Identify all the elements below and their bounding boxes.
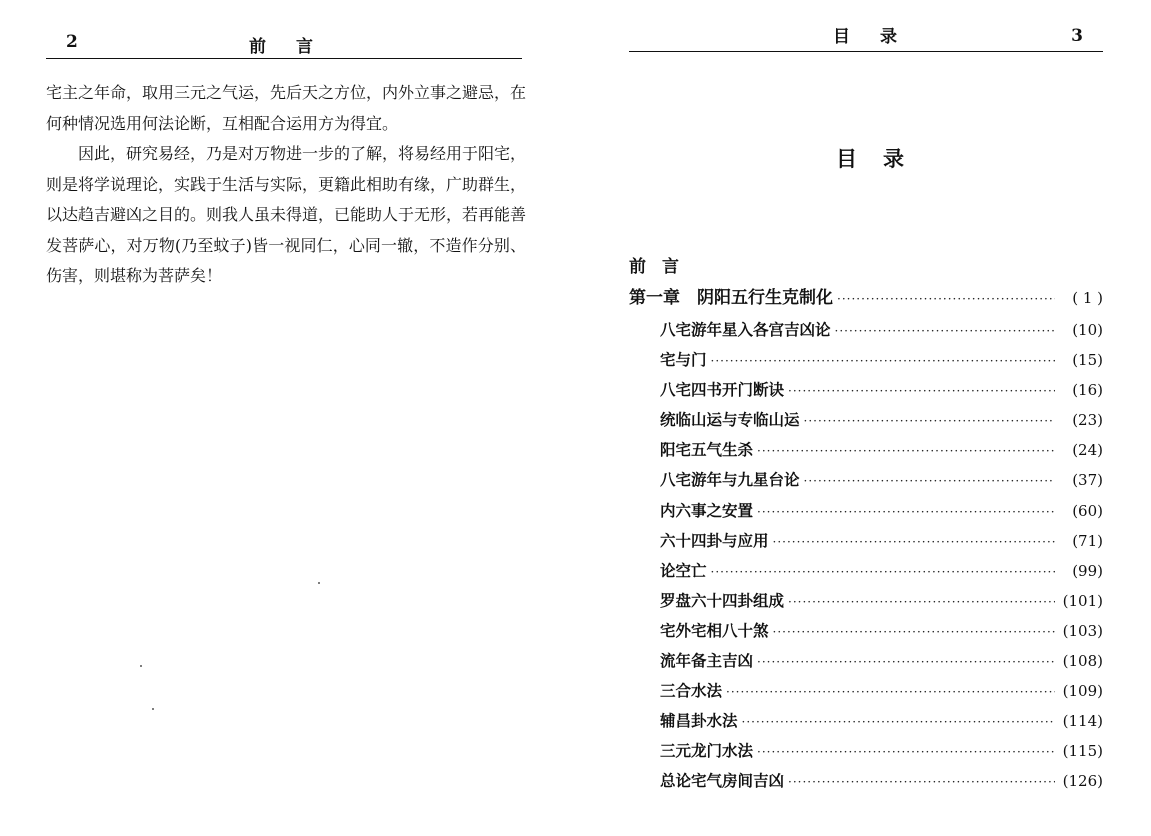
toc-page-ref: (126) [1062, 772, 1103, 791]
paragraph: 因此，研究易经，乃是对万物进一步的了解，将易经用于阳宅，则是将学说理论，实践于生活与实际，更籍此相助有缘，广助群生，以达趋吉避凶之目的。则我人虽未得道，已能助人于无形，若再能善发菩萨心，对万物(乃至蚊子)皆一视同仁，心同一辙，不造作分别、伤害，则堪称为菩萨矣！ [46, 144, 527, 285]
toc-section-label: 三合水法 [660, 681, 723, 701]
right-page-header [629, 22, 1103, 52]
toc-leader-dots [788, 767, 1055, 797]
left-page-header-title: 前言 [249, 37, 343, 57]
table-of-contents [629, 252, 1103, 797]
toc-page-ref: (71) [1072, 531, 1103, 550]
toc-leader-dots [726, 677, 1055, 707]
toc-page-ref: (103) [1062, 621, 1103, 640]
toc-leader-dots [835, 316, 1055, 346]
scan-speck [140, 665, 142, 667]
toc-section-entry [629, 736, 1103, 766]
toc-main-title: 目录 [836, 146, 930, 171]
toc-section-label: 论空亡 [660, 560, 707, 580]
left-page-body [46, 78, 526, 292]
toc-section-entry [629, 496, 1103, 526]
toc-leader-dots [757, 436, 1055, 466]
toc-page-ref: (10) [1072, 321, 1103, 339]
toc-section-entry [629, 676, 1103, 706]
toc-page-ref: (24) [1072, 441, 1103, 460]
toc-section-label: 三元龙门水法 [660, 741, 754, 761]
toc-section-entry [629, 375, 1103, 405]
toc-page-ref: (23) [1072, 411, 1103, 430]
toc-leader-dots [757, 737, 1055, 767]
toc-section-label: 流年备主吉凶 [660, 651, 754, 671]
toc-section-label: 宅外宅相八十煞 [660, 620, 769, 640]
toc-leader-dots [711, 557, 1055, 587]
toc-section-entry [629, 315, 1103, 345]
toc-section-entry [629, 526, 1103, 556]
scan-speck [152, 708, 154, 710]
toc-leader-dots [757, 497, 1055, 527]
toc-leader-dots [773, 617, 1055, 647]
toc-page-ref: (15) [1072, 351, 1103, 370]
paragraph: 宅主之年命，取用三元之气运，先后天之方位，内外立事之避忌，在何种情况选用何法论断，互相配合运用方为得宜。 [46, 83, 527, 133]
toc-section-label: 统临山运与专临山运 [660, 410, 800, 430]
toc-chapter-label: 第一章 阴阳五行生克制化 [629, 288, 833, 308]
right-page-number: 3 [1071, 26, 1083, 46]
toc-section-entry [629, 435, 1103, 465]
toc-section-label: 八宅游年与九星台论 [660, 470, 800, 490]
toc-section-entry [629, 465, 1103, 495]
toc-section-label: 宅与门 [660, 350, 707, 370]
toc-leader-dots [757, 647, 1055, 677]
toc-section-label: 八宅游年星入各宫吉凶论 [660, 320, 831, 339]
toc-leader-dots [804, 466, 1055, 496]
toc-section-label: 内六事之安置 [660, 500, 754, 520]
toc-section-entry [629, 646, 1103, 676]
right-page [575, 0, 1151, 836]
toc-leader-dots [711, 346, 1055, 376]
toc-page-ref: (37) [1072, 471, 1103, 490]
toc-section-entry [629, 706, 1103, 736]
toc-chapter-entry [629, 282, 1103, 315]
left-page-header [46, 28, 522, 59]
toc-section-label: 罗盘六十四卦组成 [660, 590, 785, 610]
toc-leader-dots [837, 283, 1055, 316]
toc-section-list [629, 315, 1103, 797]
toc-leader-dots [804, 406, 1055, 436]
toc-page-ref: ( 1 ) [1072, 289, 1103, 307]
left-page [0, 0, 575, 836]
left-page-number: 2 [66, 32, 78, 52]
toc-section-label: 总论宅气房间吉凶 [660, 771, 785, 791]
toc-leader-dots [788, 587, 1055, 617]
toc-leader-dots [788, 376, 1055, 406]
toc-page-ref: (101) [1062, 591, 1103, 610]
toc-page-ref: (99) [1072, 561, 1103, 580]
toc-page-ref: (109) [1062, 682, 1103, 701]
toc-leader-dots [742, 707, 1055, 737]
toc-section-entry [629, 405, 1103, 435]
toc-section-label: 辅昌卦水法 [660, 711, 738, 731]
toc-section-entry [629, 345, 1103, 375]
toc-page-ref: (114) [1062, 712, 1103, 731]
toc-page-ref: (16) [1072, 381, 1103, 400]
toc-page-ref: (115) [1062, 742, 1103, 761]
toc-preface-entry: 前言 [629, 257, 695, 277]
toc-section-label: 阳宅五气生杀 [660, 440, 754, 460]
toc-page-ref: (108) [1062, 652, 1103, 671]
toc-page-ref: (60) [1072, 501, 1103, 520]
toc-section-entry [629, 586, 1103, 616]
right-page-header-title: 目录 [833, 27, 927, 47]
toc-section-label: 六十四卦与应用 [660, 530, 769, 550]
scan-speck [318, 582, 320, 584]
toc-section-entry [629, 766, 1103, 796]
toc-section-entry [629, 616, 1103, 646]
toc-section-label: 八宅四书开门断诀 [660, 380, 785, 400]
toc-section-entry [629, 556, 1103, 586]
toc-leader-dots [773, 527, 1055, 557]
